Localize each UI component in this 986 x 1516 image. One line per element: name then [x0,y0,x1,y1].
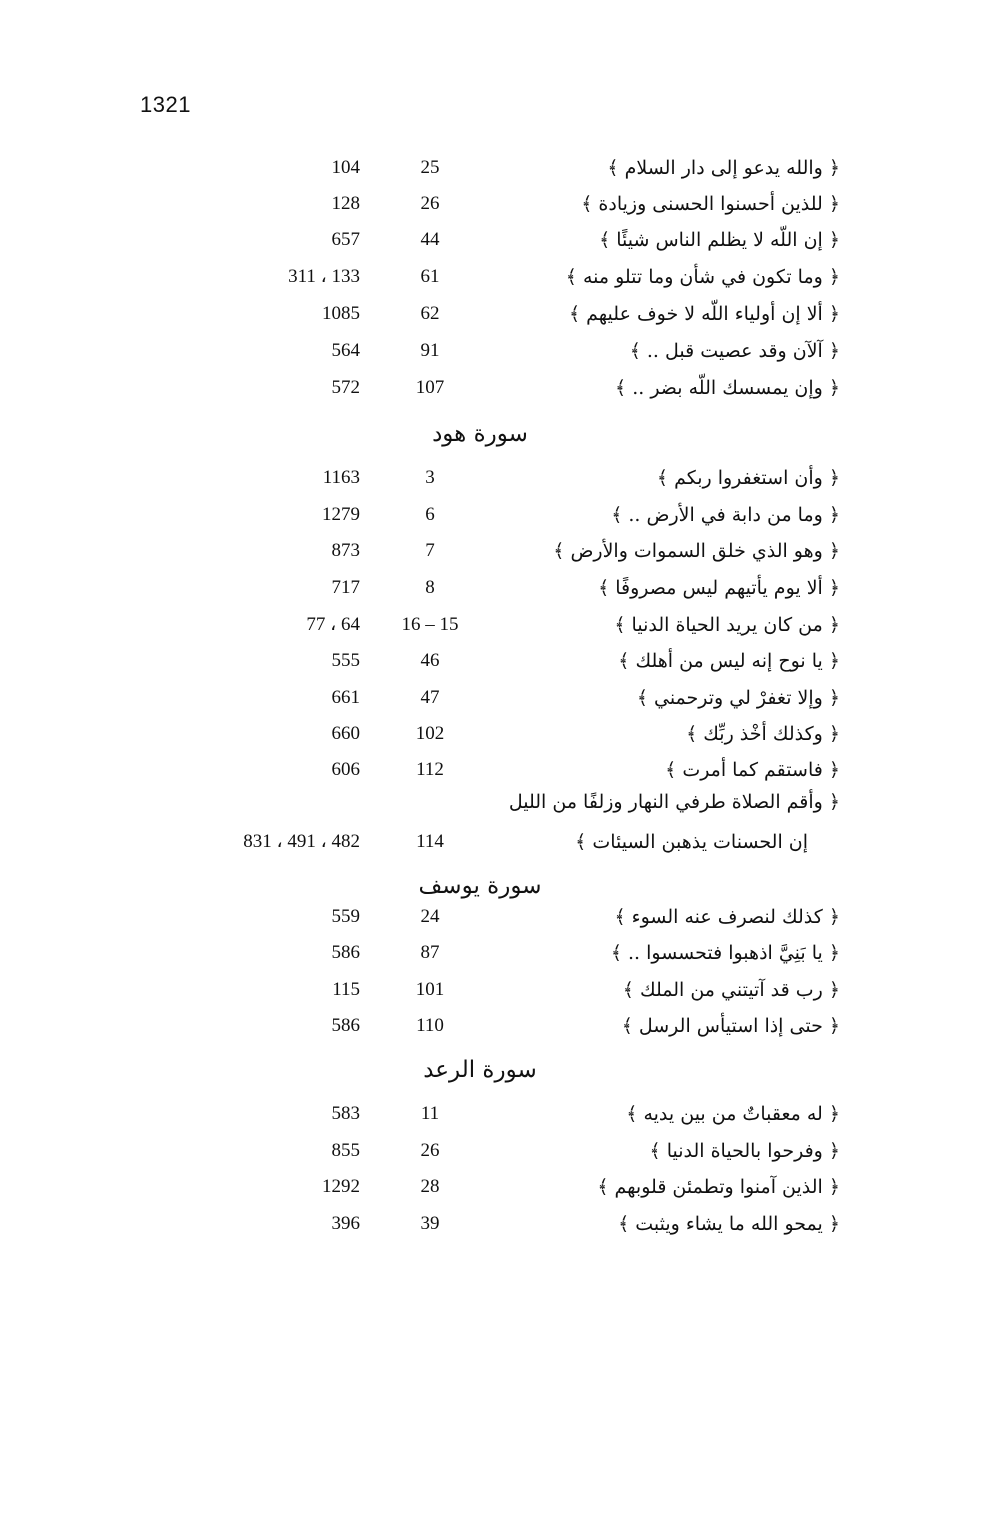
page-reference: 1085 [322,303,360,324]
verse-text: ﴿ والله يدعو إلى دار السلام ﴾ [607,157,840,179]
ayah-number: 39 [420,1213,440,1234]
ayah-number: 114 [416,831,444,852]
verse-text: ﴿ آلآن وقد عصيت قبل .. ﴾ [629,340,840,362]
page-reference: 717 [331,577,360,598]
ayah-number: 44 [420,229,440,250]
ayah-number: 11 [420,1103,440,1124]
page-reference: 873 [331,540,360,561]
ayah-number: 107 [415,377,445,398]
ayah-number: 61 [420,266,440,287]
verse-text: ﴿ وفرحوا بالحياة الدنيا ﴾ [649,1140,840,1162]
surah-title-yusuf: سورة يوسف [418,873,542,899]
ayah-number: 62 [420,303,440,324]
verse-text: ﴿ للذين أحسنوا الحسنى وزيادة ﴾ [581,193,840,215]
verse-text: ﴿ وهو الذي خلق السموات والأرض ﴾ [553,540,840,562]
ayah-number: 102 [415,723,445,744]
ayah-number: 112 [416,759,444,780]
verse-text: ﴿ وإن يمسسك اللّه بضر .. ﴾ [615,377,840,399]
index-row [0,680,986,716]
page-reference: 606 [331,759,360,780]
page-reference: 586 [331,1015,360,1036]
ayah-number: 46 [420,650,440,671]
ayah-number: 24 [420,906,440,927]
verse-text: ﴿ من كان يريد الحياة الدنيا ﴾ [614,614,840,636]
index-row [0,222,986,258]
page-reference: 657 [331,229,360,250]
verse-text-line-2: إن الحسنات يذهبن السيئات ﴾ [575,831,808,853]
index-row [0,1008,986,1044]
ayah-number: 25 [420,157,440,178]
index-row [0,497,986,533]
verse-text: ﴿ ألا يوم يأتيهم ليس مصروفًا ﴾ [598,577,840,599]
verse-text: ﴿ حتى إذا استيأس الرسل ﴾ [621,1015,840,1037]
verse-text: ﴿ رب قد آتيتني من الملك ﴾ [622,979,840,1001]
page-reference: 559 [331,906,360,927]
ayah-number: 28 [420,1176,440,1197]
ayah-number: 110 [416,1015,444,1036]
verse-text: ﴿ ألا إن أولياء اللّه لا خوف عليهم ﴾ [568,303,840,325]
ayah-number: 101 [415,979,445,1000]
verse-text: ﴿ يا بَنِيَّ اذهبوا فتحسسوا .. ﴾ [610,942,840,964]
page-reference: 128 [331,193,360,214]
index-row [0,296,986,332]
index-row [0,533,986,569]
page-reference: 311 ، 133 [288,266,360,287]
page-reference: 831 ، 491 ، 482 [243,831,360,852]
page-reference: 396 [331,1213,360,1234]
page-number: 1321 [140,92,191,117]
ayah-number: 91 [420,340,440,361]
index-row [0,1096,986,1132]
ayah-number: 87 [420,942,440,963]
ayah-number: 16 – 15 [401,614,459,635]
page-reference: 583 [331,1103,360,1124]
ayah-number: 3 [425,467,435,488]
ayah-number: 26 [420,193,440,214]
index-row [0,643,986,679]
index-row [0,607,986,643]
ayah-number: 8 [425,577,435,598]
index-row [0,1133,986,1169]
surah-title-hud: سورة هود [432,421,528,447]
index-row [0,150,986,186]
page-reference: 660 [331,723,360,744]
ayah-number: 7 [425,540,435,561]
index-row [0,972,986,1008]
page-reference: 104 [331,157,360,178]
verse-text: ﴿ وما من دابة في الأرض .. ﴾ [611,504,840,526]
verse-text: ﴿ وما تكون في شأن وما تتلو منه ﴾ [565,266,840,288]
index-row [0,716,986,752]
verse-text: ﴿ يمحو الله ما يشاء ويثبت ﴾ [618,1213,840,1235]
index-row [0,370,986,406]
index-row [0,899,986,935]
page-reference: 586 [331,942,360,963]
surah-title-raad: سورة الرعد [423,1057,537,1083]
verse-text: ﴿ فاستقم كما أمرت ﴾ [665,759,840,781]
verse-text: ﴿ وكذلك أخْذ ربِّك ﴾ [686,723,840,745]
page-reference: 1292 [322,1176,360,1197]
index-row-multiline [0,791,986,860]
verse-text: ﴿ وإلا تغفرْ لي وترحمني ﴾ [636,687,840,709]
index-row [0,1169,986,1205]
index-row [0,752,986,788]
ayah-number: 47 [420,687,440,708]
index-row [0,333,986,369]
ayah-number: 26 [420,1140,440,1161]
ayah-number: 6 [425,504,435,525]
index-row [0,460,986,496]
verse-text: ﴿ وأن استغفروا ربكم ﴾ [656,467,840,489]
index-row [0,1206,986,1242]
verse-text: ﴿ الذين آمنوا وتطمئن قلوبهم ﴾ [597,1176,840,1198]
verse-text: ﴿ يا نوح إنه ليس من أهلك ﴾ [618,650,840,672]
verse-text-line-1: ﴿ وأقم الصلاة طرفي النهار وزلفًا من الليل [508,791,840,813]
verse-text: ﴿ له معقباتٌ من بين يديه ﴾ [626,1103,840,1125]
page-reference: 855 [331,1140,360,1161]
verse-text: ﴿ إن اللّه لا يظلم الناس شيئًا ﴾ [599,229,840,251]
verse-text: ﴿ كذلك لنصرف عنه السوء ﴾ [614,906,840,928]
index-row [0,259,986,295]
page-reference: 555 [331,650,360,671]
index-row [0,186,986,222]
page-reference: 1163 [322,467,360,488]
page-reference: 115 [332,979,360,1000]
page-reference: 77 ، 64 [306,614,360,635]
index-row [0,570,986,606]
page-reference: 572 [331,377,360,398]
page-reference: 661 [331,687,360,708]
page-reference: 564 [331,340,360,361]
index-row [0,935,986,971]
page-reference: 1279 [322,504,360,525]
